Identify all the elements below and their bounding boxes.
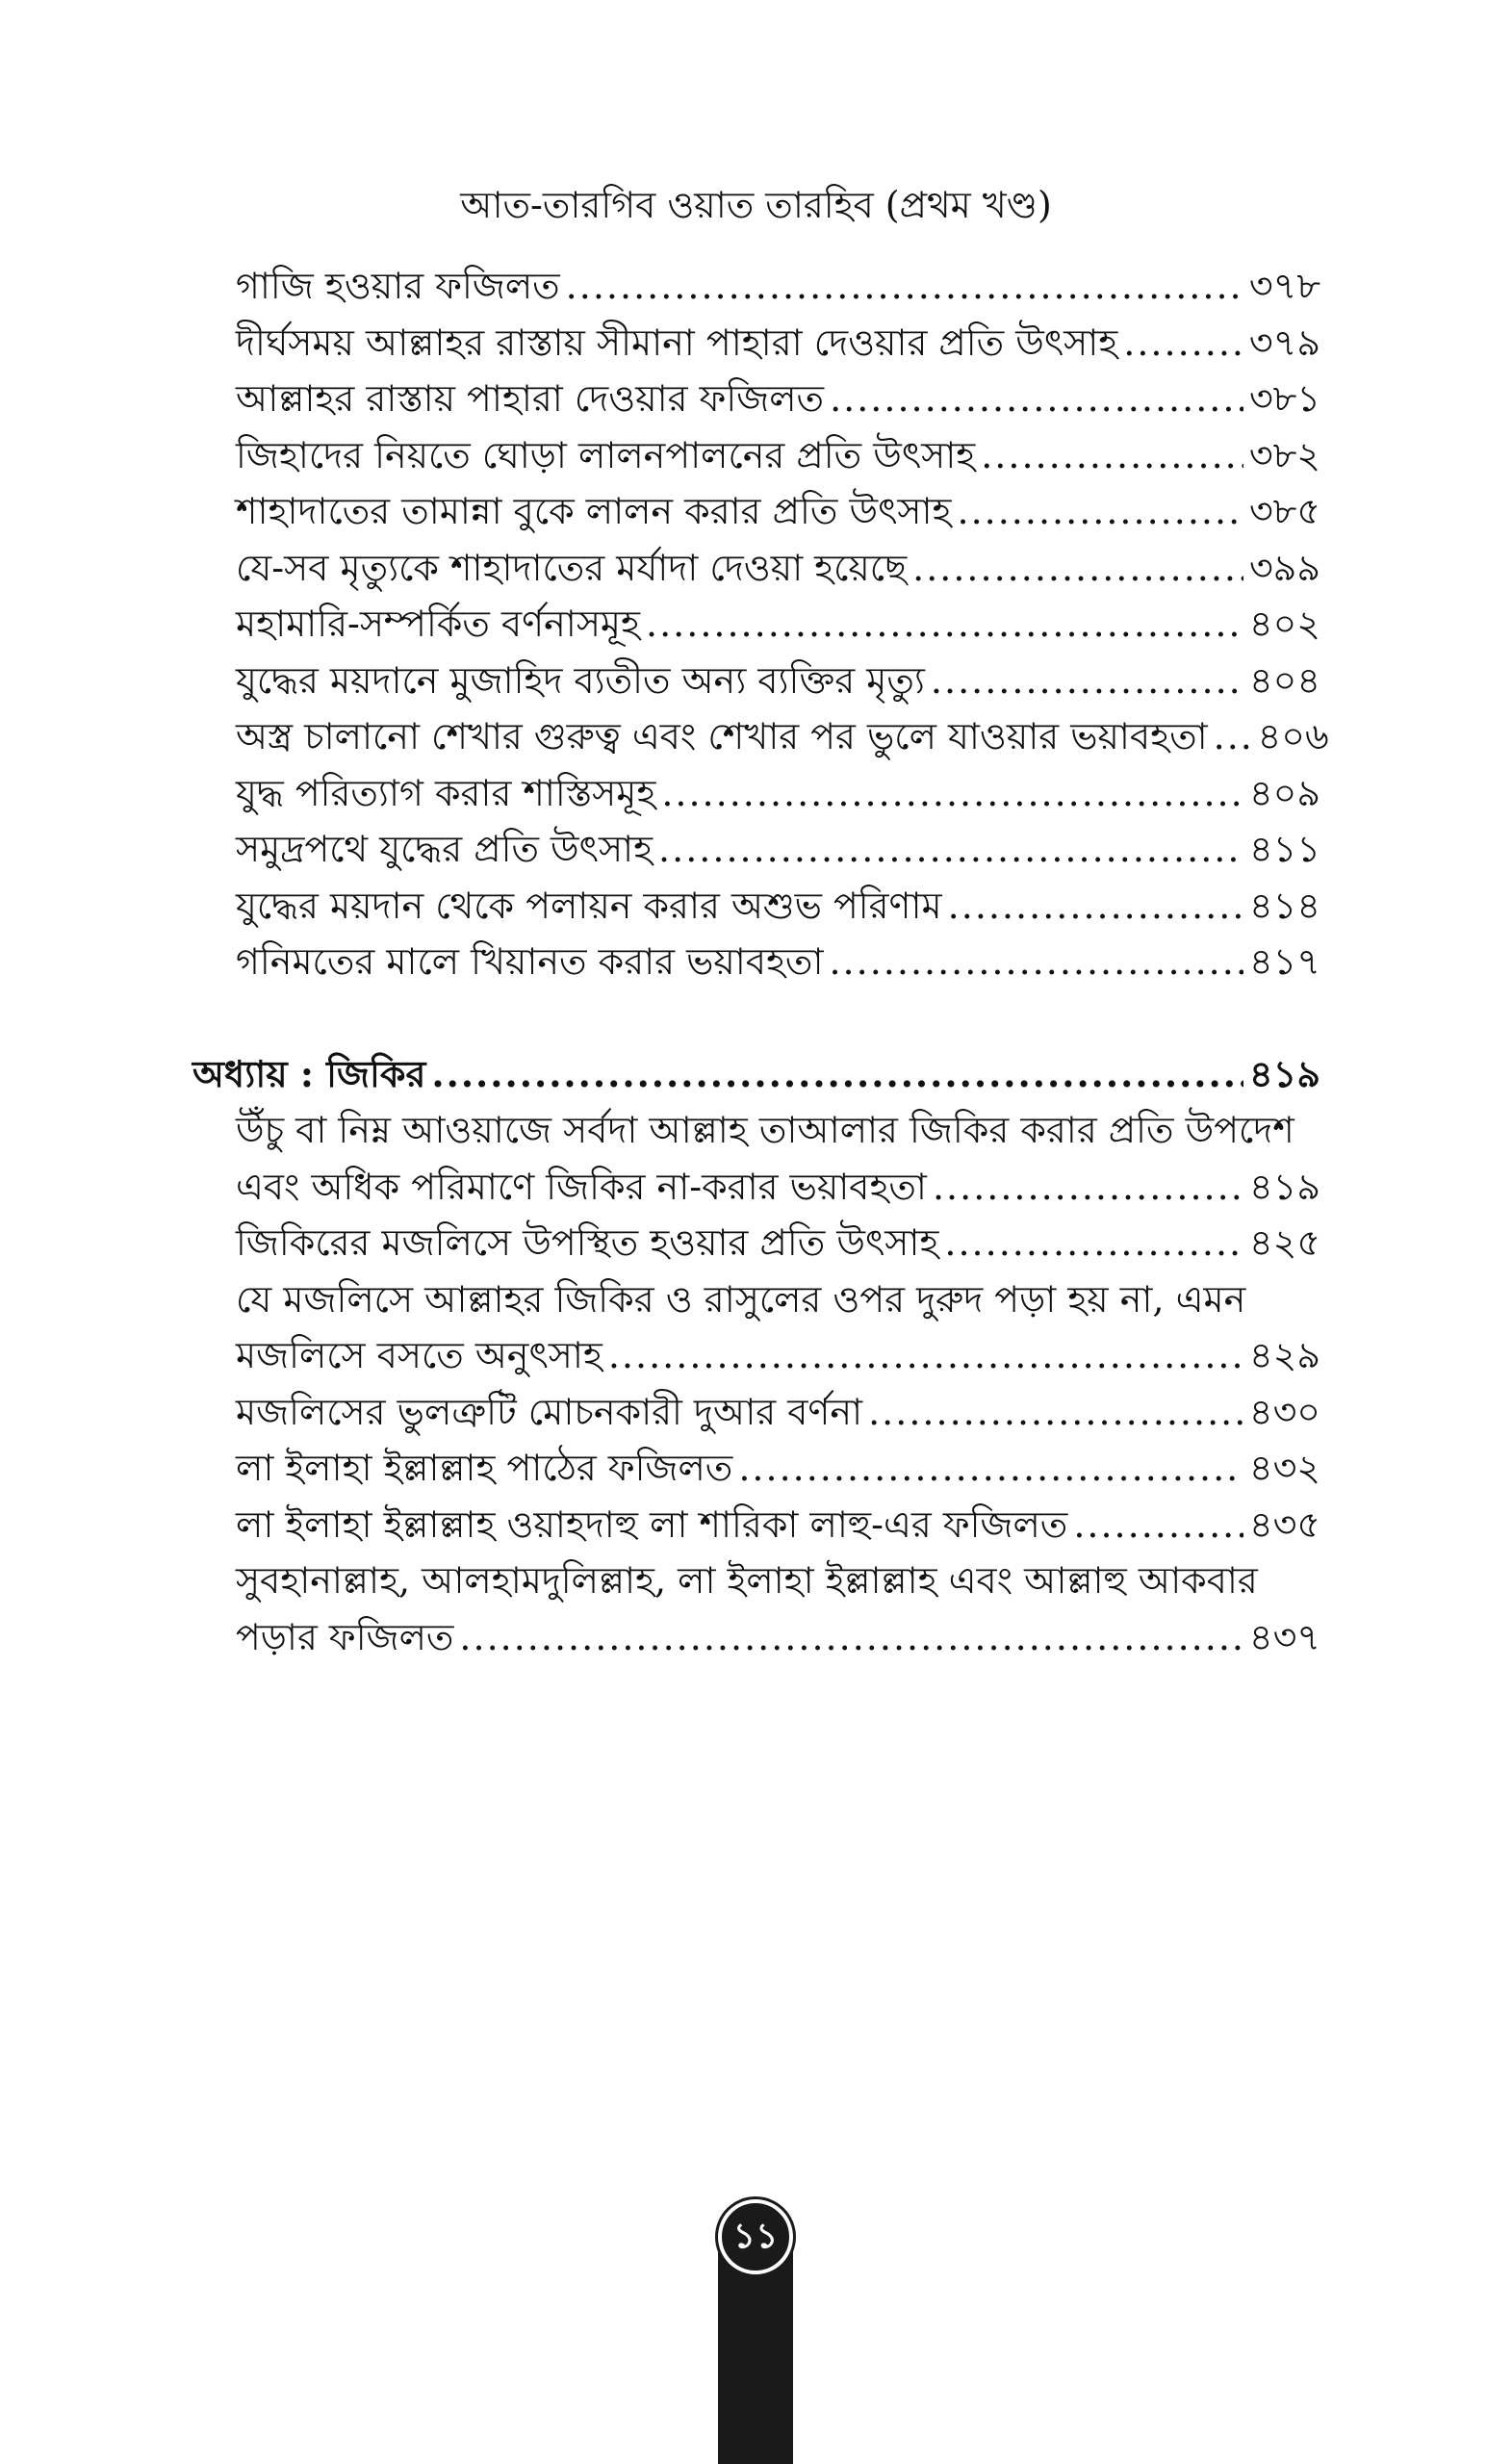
toc-entry-line[interactable] [192, 1102, 1320, 1159]
toc-section-2 [192, 1102, 1320, 1665]
toc-entry-title: অস্ত্র চালানো শেখার গুরুত্ব এবং শেখার পর ভুলে যাওয়ার ভয়াবহতা [236, 715, 1208, 757]
toc-entry[interactable] [192, 1497, 1320, 1553]
toc-entry[interactable] [192, 1327, 1320, 1384]
dot-leader [661, 765, 1243, 821]
toc-entry-page: ৪১৪ [1249, 884, 1320, 927]
toc-entry-title: যে-সব মৃত্যুকে শাহাদাতের মর্যাদা দেওয়া হয়েছে [236, 546, 908, 589]
toc-entry-title: মজলিসের ভুলত্রুটি মোচনকারী দুআর বর্ণনা [236, 1390, 863, 1433]
toc-entry[interactable] [192, 371, 1320, 427]
toc-entry-page: ৪১৯ [1249, 1165, 1320, 1208]
chapter-page: ৪১৯ [1249, 1051, 1320, 1095]
dot-leader [646, 596, 1243, 652]
toc-entry-page: ৪১১ [1249, 828, 1320, 870]
toc-entry-title: মহামারি-সম্পর্কিত বর্ণনাসমূহ [236, 603, 640, 645]
page-number: ১১ [718, 2199, 793, 2274]
toc-entry-page: ৪০৪ [1248, 658, 1320, 702]
dot-leader [658, 821, 1243, 877]
toc-entry-line[interactable] [192, 1271, 1320, 1328]
toc-entry-title: যুদ্ধ পরিত্যাগ করার শাস্তিসমূহ [236, 771, 656, 814]
toc-entry-page: ৪৩২ [1248, 1447, 1320, 1489]
toc-entry-title: জিহাদের নিয়তে ঘোড়া লালনপালনের প্রতি উৎসাহ [236, 433, 976, 476]
dot-leader [933, 1159, 1243, 1215]
toc-entry-page: ৪৩৭ [1248, 1615, 1320, 1658]
toc-entry-title: সমুদ্রপথে যুদ্ধের প্রতি উৎসাহ [236, 828, 653, 870]
toc-entry-page: ৩৯৯ [1248, 546, 1320, 589]
toc-entry[interactable] [192, 1384, 1320, 1441]
toc-entry[interactable] [192, 1440, 1320, 1497]
dot-leader [912, 540, 1243, 596]
toc-entry-page: ৩৮২ [1248, 433, 1320, 476]
toc-entry-title: জিকিরের মজলিসে উপস্থিত হওয়ার প্রতি উৎসাহ [236, 1221, 939, 1264]
dot-leader [431, 1046, 1243, 1102]
toc-entry[interactable] [192, 1159, 1320, 1216]
dot-leader [931, 653, 1243, 708]
toc-entry[interactable] [192, 653, 1320, 709]
dot-leader [944, 1215, 1243, 1270]
toc-entry-page: ৪২৯ [1248, 1334, 1320, 1376]
toc-entry[interactable] [192, 1609, 1320, 1666]
toc-entry[interactable] [192, 427, 1320, 484]
toc-entry-title: লা ইলাহা ইল্লাল্লাহ পাঠের ফজিলত [236, 1447, 733, 1489]
toc-entry-title: আল্লাহর রাস্তায় পাহারা দেওয়ার ফজিলত [236, 377, 825, 420]
toc-entry-title: লা ইলাহা ইল্লাল্লাহ ওয়াহদাহু লা শারিকা লাহু-এর ফজিলত [236, 1502, 1068, 1546]
toc-entry-page: ৪০৬ [1257, 715, 1329, 757]
toc-entry-page: ৩৮৫ [1248, 490, 1320, 532]
dot-leader [829, 934, 1243, 989]
toc-entry-title: পড়ার ফজিলত [236, 1615, 454, 1658]
dot-leader [948, 878, 1243, 934]
toc-entry-title: দীর্ঘসময় আল্লাহর রাস্তায় সীমানা পাহারা দেওয়ার প্রতি উৎসাহ [236, 321, 1118, 364]
toc-entry[interactable] [192, 708, 1329, 765]
toc-entry-page: ৪২৫ [1248, 1221, 1320, 1264]
toc-entry-page: ৪৩০ [1248, 1390, 1320, 1433]
toc-entry[interactable] [192, 821, 1320, 878]
chapter-heading[interactable] [192, 1046, 1320, 1103]
dot-leader [868, 1384, 1243, 1440]
toc-entry-page: ৪০২ [1248, 603, 1320, 645]
chapter-title: অধ্যায় : জিকির [192, 1051, 426, 1095]
toc-entry[interactable] [192, 934, 1320, 990]
toc-entry-title: গনিমতের মালে খিয়ানত করার ভয়াবহতা [236, 940, 824, 983]
toc-entry[interactable] [192, 1215, 1320, 1271]
dot-leader [738, 1440, 1243, 1496]
toc-entry-line[interactable] [192, 1553, 1320, 1609]
dot-leader [1123, 315, 1243, 371]
toc-entry-title: যুদ্ধের ময়দান থেকে পলায়ন করার অশুভ পরিণাম [236, 884, 942, 927]
dot-leader [1214, 708, 1252, 764]
toc-entry-page: ৪০৯ [1248, 771, 1320, 814]
dot-leader [459, 1609, 1243, 1665]
toc-entry-title: মজলিসে বসতে অনুৎসাহ [236, 1334, 602, 1376]
table-of-contents [192, 258, 1329, 1665]
toc-entry[interactable] [192, 596, 1320, 653]
toc-entry-title: যুদ্ধের ময়দানে মুজাহিদ ব্যতীত অন্য ব্যক্তির মৃত্যু [236, 658, 925, 702]
dot-leader [957, 483, 1243, 539]
dot-leader [830, 371, 1243, 426]
toc-entry[interactable] [192, 483, 1320, 540]
section-gap [192, 990, 1320, 1046]
toc-entry[interactable] [192, 315, 1320, 372]
toc-entry-page: ৩৭৮ [1248, 265, 1320, 307]
toc-entry[interactable] [192, 765, 1320, 822]
running-header: আত-তারগিব ওয়াত তারহিব (প্রথম খণ্ড) [460, 184, 1052, 226]
toc-entry-title: গাজি হওয়ার ফজিলত [236, 265, 560, 307]
toc-entry-page: ৩৮১ [1248, 377, 1320, 420]
toc-entry-page: ৪৩৫ [1248, 1502, 1320, 1546]
dot-leader [981, 427, 1243, 483]
dot-leader [1073, 1497, 1243, 1553]
toc-entry-title: এবং অধিক পরিমাণে জিকির না-করার ভয়াবহতা [236, 1165, 927, 1208]
toc-entry-page: ৩৭৯ [1248, 321, 1320, 364]
toc-entry-title: উঁচু বা নিম্ন আওয়াজে সর্বদা আল্লাহ তাআলার জিকির করার প্রতি উপদেশ [236, 1109, 1294, 1151]
toc-entry[interactable] [192, 258, 1320, 315]
toc-entry-page: ৪১৭ [1248, 940, 1320, 983]
dot-leader [608, 1327, 1243, 1383]
toc-entry-title: যে মজলিসে আল্লাহর জিকির ও রাসুলের ওপর দুরুদ পড়া হয় না, এমন [236, 1277, 1246, 1321]
toc-section-1 [192, 258, 1329, 990]
toc-entry[interactable] [192, 540, 1320, 597]
toc-entry[interactable] [192, 878, 1320, 935]
toc-entry-title: সুবহানাল্লাহ, আলহামদুলিল্লাহ, লা ইলাহা ইল্লাল্লাহ এবং আল্লাহু আকবার [236, 1559, 1258, 1602]
dot-leader [566, 258, 1243, 314]
toc-entry-title: শাহাদাতের তামান্না বুকে লালন করার প্রতি উৎসাহ [236, 490, 952, 532]
